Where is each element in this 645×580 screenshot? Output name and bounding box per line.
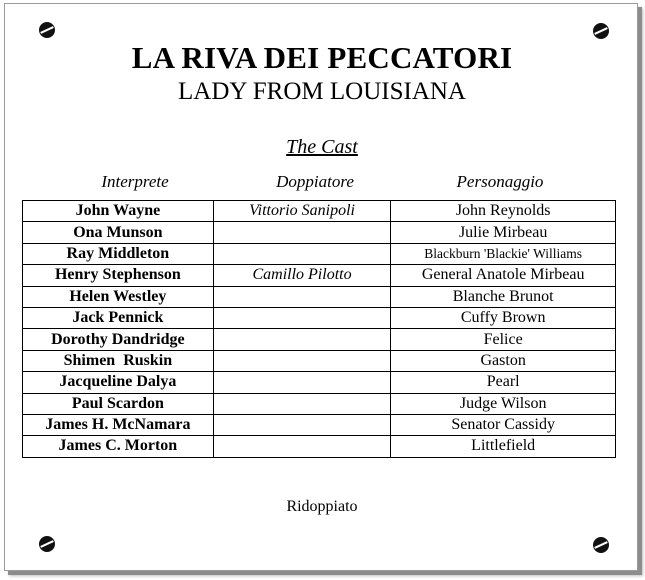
table-row [23, 436, 616, 457]
table-row [23, 393, 616, 414]
role-cell: Littlefield [391, 436, 616, 457]
column-header-dubber: Doppiatore [276, 172, 354, 191]
actor-cell: Paul Scardon [23, 393, 214, 414]
dubber-cell [213, 414, 391, 435]
actor-cell: Dorothy Dandridge [23, 329, 214, 350]
role-cell: Pearl [391, 372, 616, 393]
dubbing-note: Ridoppiato [286, 498, 358, 515]
role-cell: Blanche Brunot [391, 286, 616, 307]
cast-heading: The Cast [286, 136, 358, 158]
dubber-cell [213, 372, 391, 393]
screw-icon [39, 22, 55, 38]
table-row [23, 243, 616, 264]
role-cell: Judge Wilson [391, 393, 616, 414]
film-title: LA RIVA DEI PECCATORI [131, 40, 513, 75]
column-header-actor: Interprete [101, 172, 169, 191]
actor-cell: Shimen Ruskin [23, 350, 214, 371]
dubber-cell: Camillo Pilotto [213, 265, 391, 286]
table-row [23, 329, 616, 350]
role-cell: Senator Cassidy [391, 414, 616, 435]
actor-cell: James C. Morton [23, 436, 214, 457]
dubber-cell [213, 393, 391, 414]
column-header-role: Personaggio [456, 172, 544, 191]
actor-cell: Jack Pennick [23, 307, 214, 328]
actor-cell: Henry Stephenson [23, 265, 214, 286]
screw-icon [39, 536, 55, 552]
dubber-cell [213, 436, 391, 457]
role-cell: Felice [391, 329, 616, 350]
table-row [23, 372, 616, 393]
dubber-cell: Vittorio Sanipoli [213, 201, 391, 222]
table-row [23, 222, 616, 243]
table-row [23, 307, 616, 328]
table-row [23, 265, 616, 286]
role-cell: Julie Mirbeau [391, 222, 616, 243]
actor-cell: James H. McNamara [23, 414, 214, 435]
actor-cell: John Wayne [23, 201, 214, 222]
role-cell: Gaston [391, 350, 616, 371]
role-cell: Cuffy Brown [391, 307, 616, 328]
table-row [23, 286, 616, 307]
screw-icon [593, 23, 609, 39]
dubber-cell [213, 307, 391, 328]
role-cell: John Reynolds [391, 201, 616, 222]
actor-cell: Helen Westley [23, 286, 214, 307]
role-cell: Blackburn 'Blackie' Williams [391, 243, 616, 264]
dubber-cell [213, 286, 391, 307]
role-cell: General Anatole Mirbeau [391, 265, 616, 286]
actor-cell: Ray Middleton [23, 243, 214, 264]
dubber-cell [213, 243, 391, 264]
table-row [23, 414, 616, 435]
cast-table [22, 200, 616, 458]
dubber-cell [213, 222, 391, 243]
table-row [23, 201, 616, 222]
original-title: LADY FROM LOUISIANA [178, 78, 466, 105]
screw-icon [593, 537, 609, 553]
actor-cell: Ona Munson [23, 222, 214, 243]
dubber-cell [213, 329, 391, 350]
cast-plaque [4, 3, 638, 571]
dubber-cell [213, 350, 391, 371]
actor-cell: Jacqueline Dalya [23, 372, 214, 393]
table-row [23, 350, 616, 371]
